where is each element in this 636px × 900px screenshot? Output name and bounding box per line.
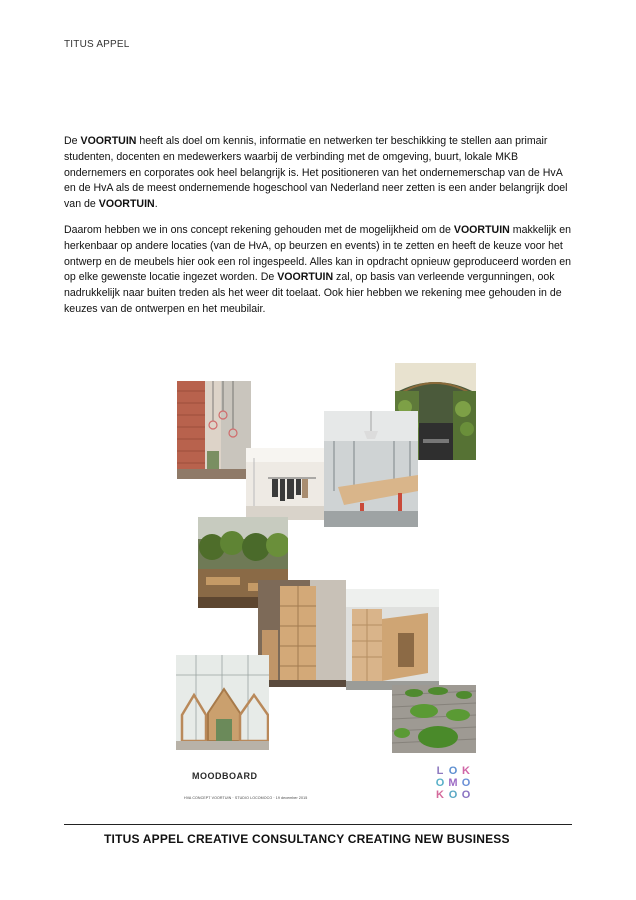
photo-meeting-room-wooden-table bbox=[324, 411, 418, 527]
logo-letter: O bbox=[461, 789, 471, 800]
photo-green-dots-on-decking bbox=[392, 685, 476, 753]
photo-house-shaped-wooden-frames bbox=[176, 655, 269, 750]
logo-letter: O bbox=[435, 777, 445, 789]
photo-wooden-cube-room bbox=[346, 589, 439, 690]
p1-text-a: De bbox=[64, 135, 81, 147]
logo-letter: K bbox=[436, 789, 444, 800]
paragraph-1 bbox=[64, 134, 576, 213]
photo-brick-wall-pendant-lamps bbox=[177, 381, 251, 479]
paragraph-2 bbox=[64, 223, 576, 318]
p2-text-e: zal, op basis van verleende vergunningen, ook nadrukkelijk naar buiten treden als het weer dit toelaat. Ook hier hebben we rekening mee gehouden in de keuzes van de ontwerpen en het meubilair. bbox=[64, 271, 562, 315]
p1-text-c: heeft als doel om kennis, informatie en netwerken ter beschikking te stellen aan primair studenten, docenten en medewerkers waarbij de verbinding met de omgeving, buurt, lokale MKB ondernemers en corporates ook heel belangrijk is. Het positioneren van het ondernemerschap van de HvA en de HvA als de meest ondernemende hogeschool van Nederland neer zetten is een ander belangrijk doel van de bbox=[64, 135, 568, 211]
logo-letter: O bbox=[461, 777, 471, 789]
logo-letter: L bbox=[436, 765, 444, 777]
p2-text-a: Daarom hebben we in ons concept rekening gehouden met de mogelijkheid om de bbox=[64, 223, 454, 236]
p2-text-c: makkelijk en herkenbaar op andere locaties (van de HvA, op beurzen en events) in te zetten en heeft de keuze voor het ontwerp en de meubels hier ook een rol ingespeeld. Alles kan in opdracht opnieuw geproduceerd worden en op elke gewenste locatie ingezet worden. De bbox=[64, 223, 572, 284]
p1-voortuin-1: VOORTUIN bbox=[80, 135, 137, 147]
lokomoko-logo bbox=[433, 763, 473, 800]
p1-text-e: . bbox=[154, 198, 158, 211]
p2-voortuin-2: VOORTUIN bbox=[277, 271, 334, 284]
moodboard-subtitle: HVA CONCEPT VOORTUIN · STUDIO LOCOMOCO · 19 december 2015 bbox=[184, 796, 308, 800]
footer-divider bbox=[64, 824, 572, 825]
logo-letter: O bbox=[448, 789, 458, 800]
p2-voortuin-1: VOORTUIN bbox=[453, 223, 510, 236]
body-text bbox=[64, 134, 576, 328]
p1-voortuin-2: VOORTUIN bbox=[98, 198, 155, 211]
logo-letter: O bbox=[448, 765, 458, 777]
photo-wooden-shelving-cabinet bbox=[258, 580, 346, 687]
header-name: TITUS APPEL bbox=[64, 39, 130, 50]
logo-letter: K bbox=[462, 765, 470, 777]
logo-letter: M bbox=[448, 777, 458, 789]
moodboard-title: MOODBOARD bbox=[192, 771, 258, 781]
footer-tagline: TITUS APPEL CREATIVE CONSULTANCY CREATING NEW BUSINESS bbox=[104, 832, 510, 846]
photo-clothing-rack-room bbox=[246, 448, 324, 520]
lokomoko-logo-graphic bbox=[433, 763, 473, 800]
